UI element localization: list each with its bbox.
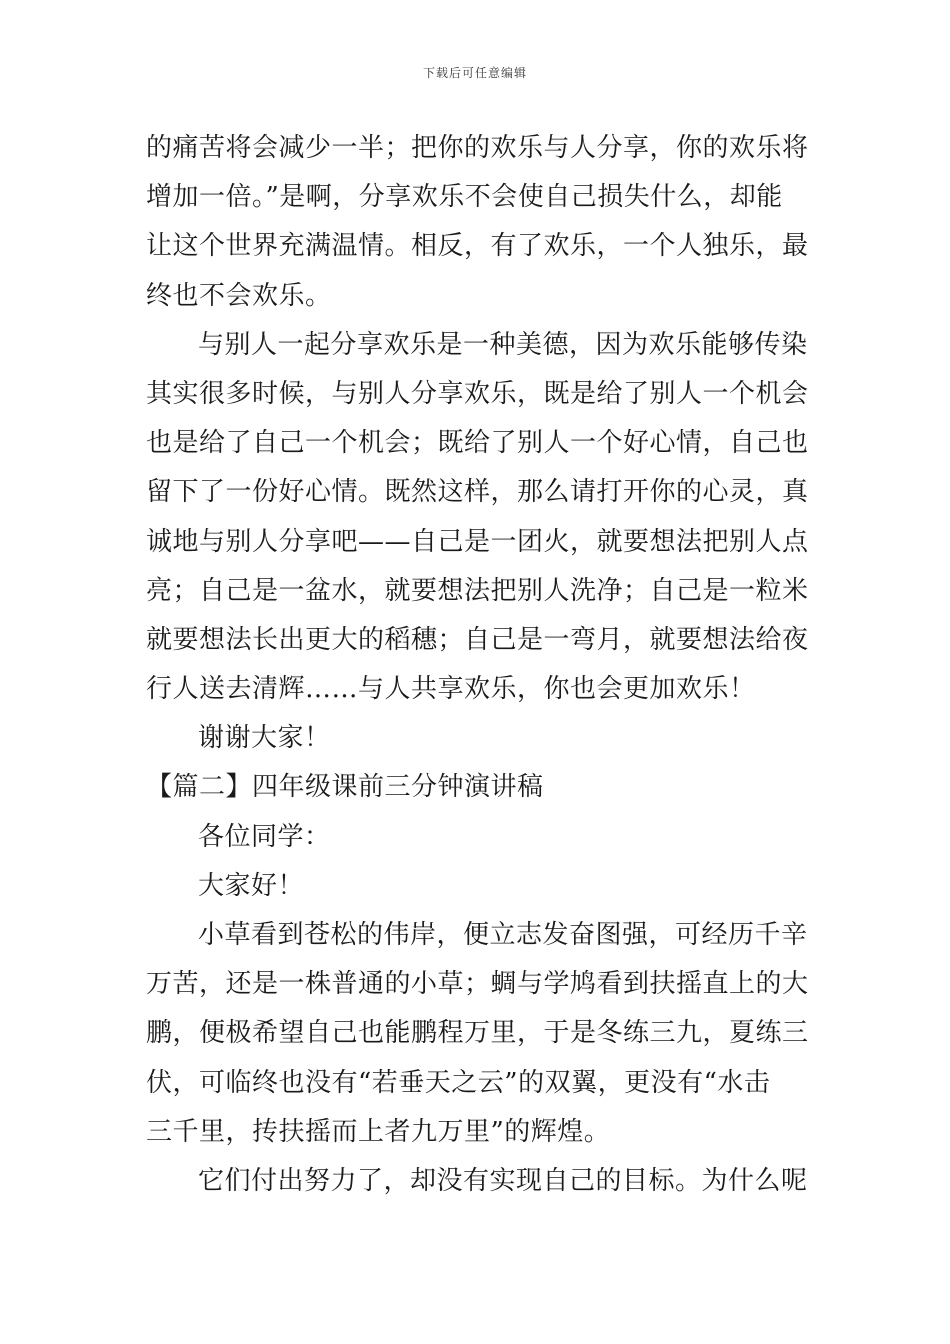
text-line: 三千里，抟扶摇而上者九万里”的辉煌。 [146, 1116, 611, 1147]
text-line: 终也不会欢乐。 [146, 280, 332, 311]
text-line: 谢谢大家！ [198, 723, 331, 754]
text-line: 与别人一起分享欢乐是一种美德，因为欢乐能够传染 [198, 329, 808, 360]
text-line: 其实很多时候，与别人分享欢乐，既是给了别人一个机会 [146, 378, 809, 409]
text-line: 小草看到苍松的伟岸，便立志发奋图强，可经历千辛 [198, 920, 808, 950]
text-line: 让这个世界充满温情。相反，有了欢乐，一个人独乐，最 [146, 231, 809, 262]
page-header-note: 下载后可任意编辑 [422, 66, 527, 80]
text-line: 它们付出努力了，却没有实现自己的目标。为什么呢 [198, 1165, 808, 1196]
text-line: 增加一倍。”是啊，分享欢乐不会使自己损失什么，却能 [146, 182, 783, 213]
text-line: 伏，可临终也没有“若垂天之云”的双翼，更没有“水击 [146, 1067, 771, 1098]
text-line: 亮；自己是一盆水，就要想法把别人洗净；自己是一粒米 [146, 575, 809, 606]
text-line: 各位同学： [198, 821, 331, 852]
text-line: 万苦，还是一株普通的小草；蜩与学鸠看到扶摇直上的大 [146, 969, 809, 1000]
text-line: 留下了一份好心情。既然这样，那么请打开你的心灵，真 [146, 477, 809, 508]
text-line: 的痛苦将会减少一半；把你的欢乐与人分享，你的欢乐将 [146, 133, 809, 163]
text-line: 就要想法长出更大的稻穗；自己是一弯月，就要想法给夜 [146, 624, 809, 655]
text-line: 也是给了自己一个机会；既给了别人一个好心情，自己也 [146, 428, 809, 459]
text-line: 行人送去清辉……与人共享欢乐，你也会更加欢乐！ [146, 674, 756, 705]
text-line: 鹏，便极希望自己也能鹏程万里，于是冬练三九，夏练三 [146, 1018, 809, 1049]
text-line: 大家好！ [198, 870, 305, 901]
text-line: 诚地与别人分享吧——自己是一团火，就要想法把别人点 [146, 526, 809, 557]
text-line: 【篇二】四年级课前三分钟演讲稿 [146, 772, 544, 803]
document-body [146, 124, 811, 1206]
